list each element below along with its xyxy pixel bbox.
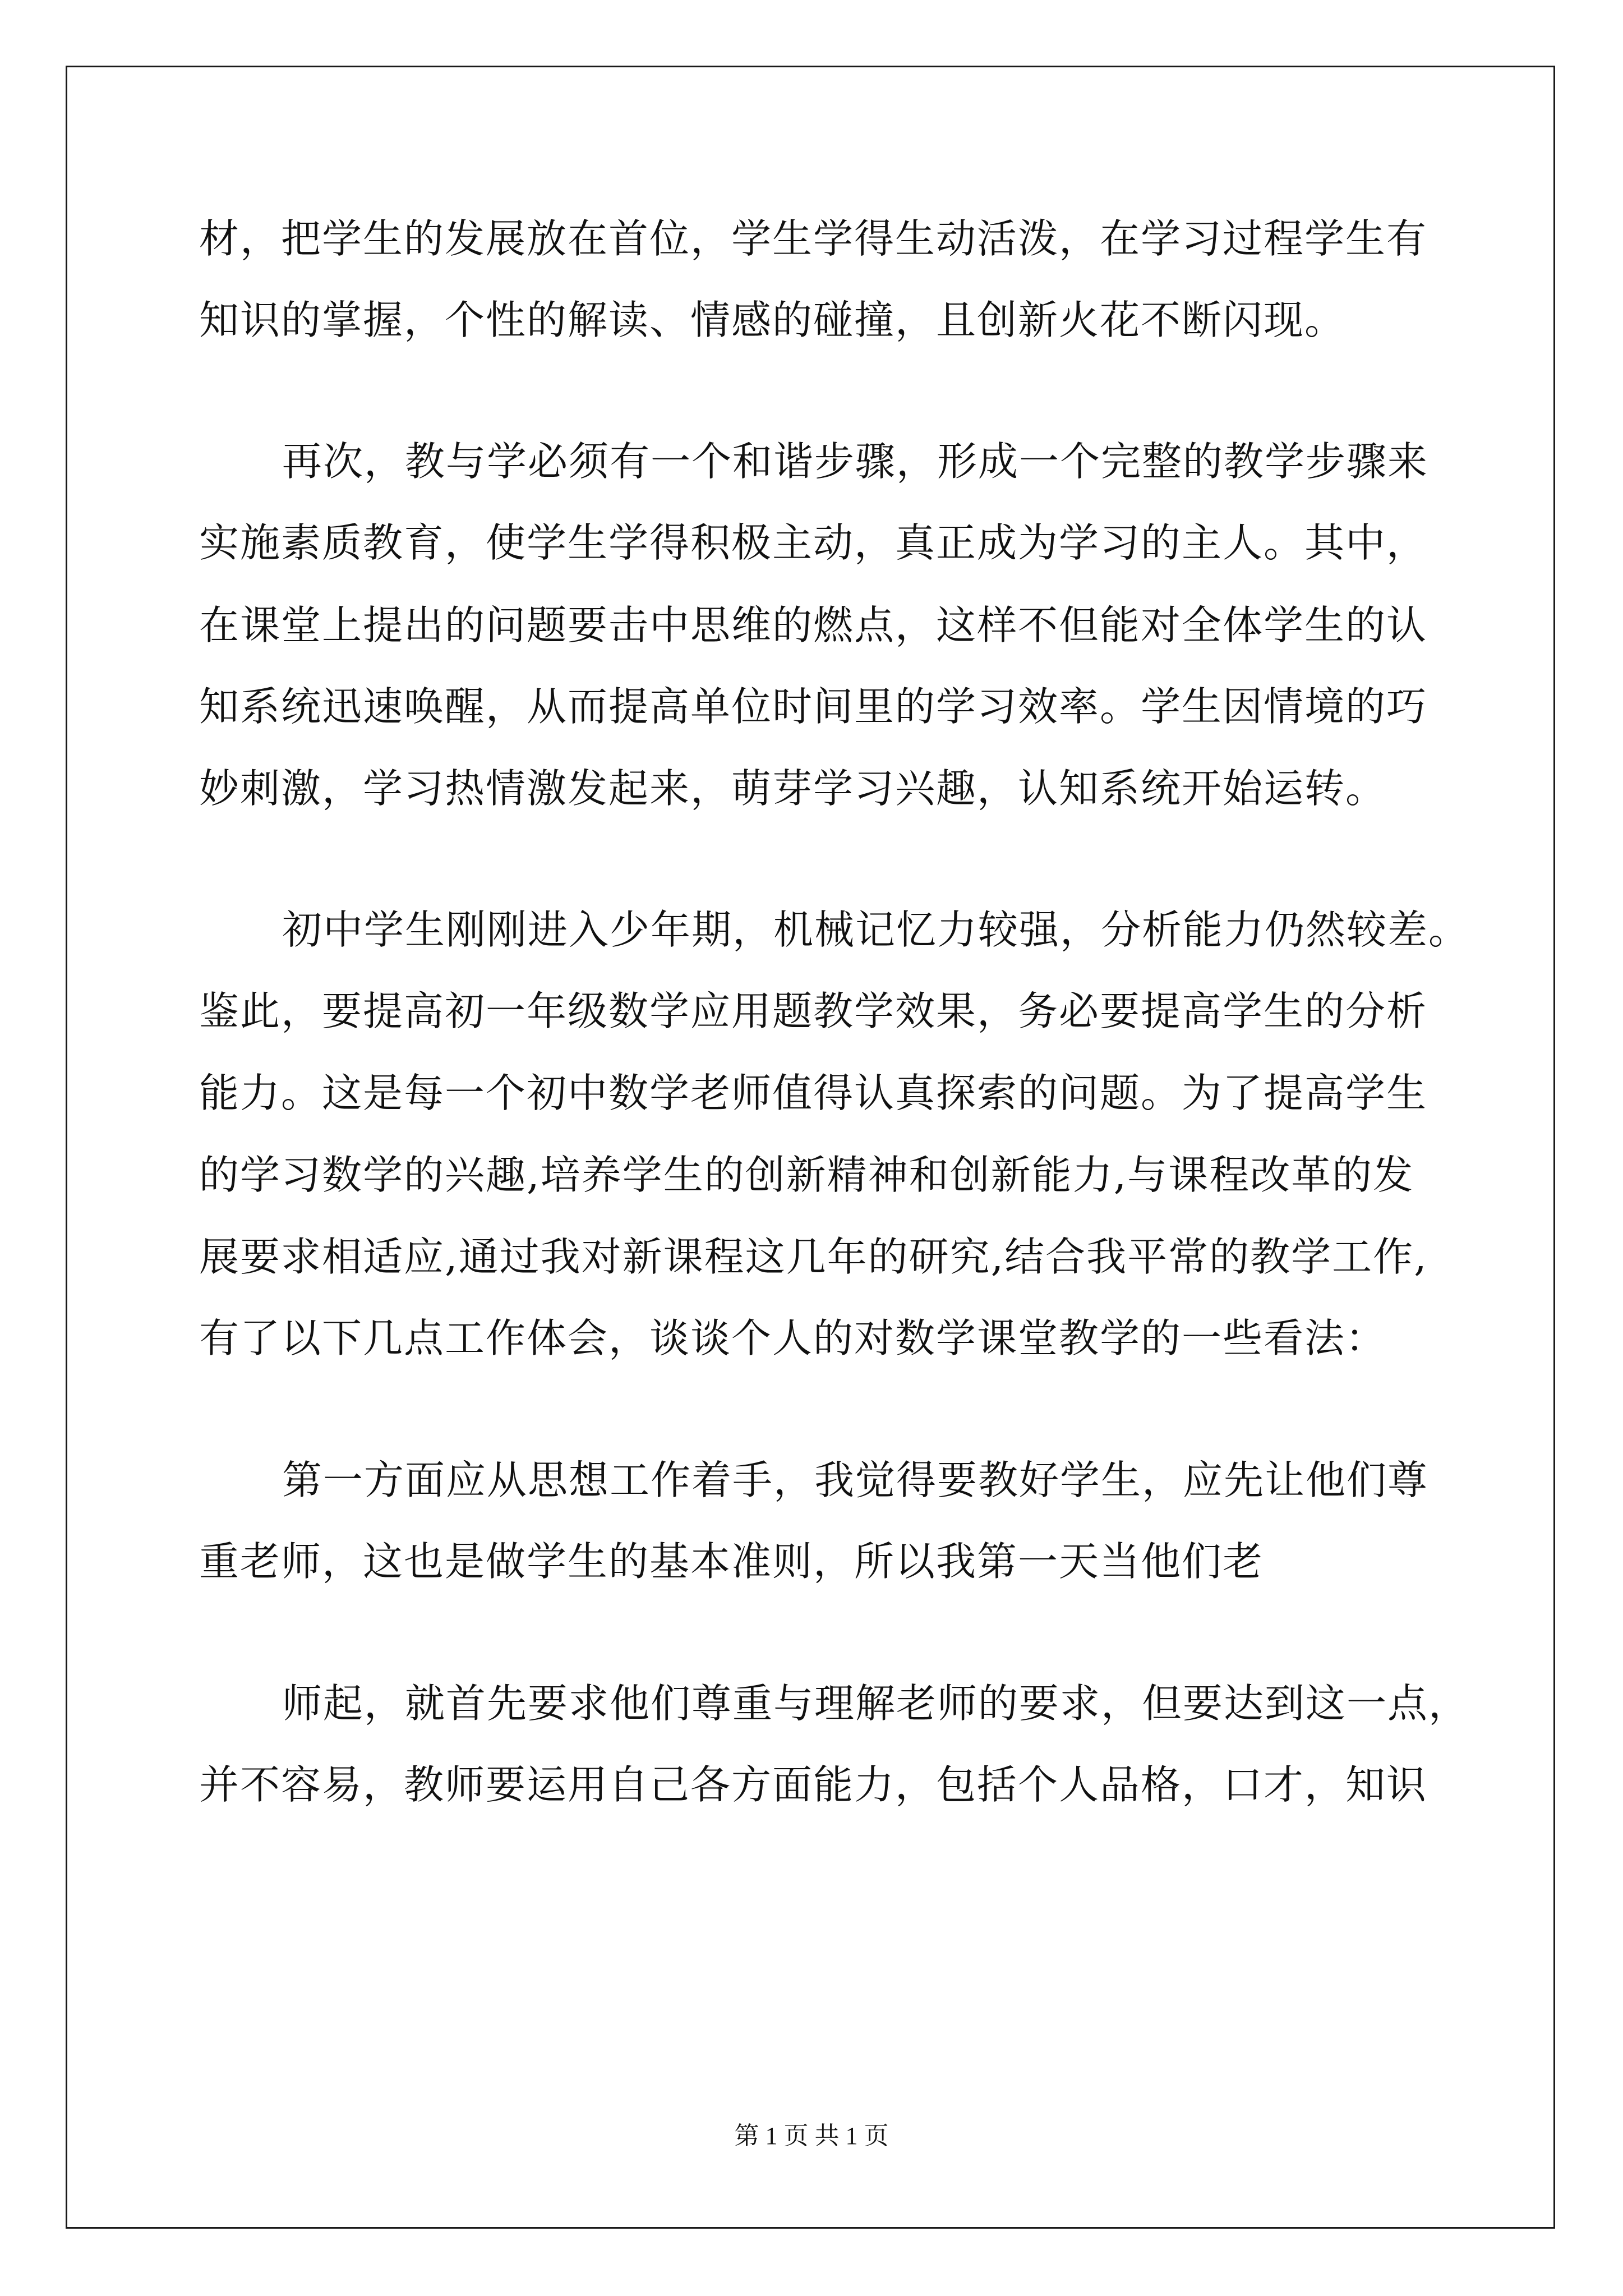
text-line: 并不容易，教师要运用自己各方面能力，包括个人品格，口才，知识 [199,1761,1428,1808]
paragraph-start-line: 第一方面应从思想工作着手，我觉得要教好学生，应先让他们尊 [282,1457,1429,1503]
paragraph-start-line: 师起，就首先要求他们尊重与理解老师的要求，但要达到这一点， [282,1680,1470,1727]
text-line: 有了以下几点工作体会，谈谈个人的对数学课堂教学的一些看法： [199,1315,1387,1361]
paragraph-start-line: 初中学生刚刚进入少年期，机械记忆力较强，分析能力仍然较差。 [282,907,1470,953]
text-line: 知识的掌握，个性的解读、情感的碰撞，且创新火花不断闪现。 [199,297,1346,343]
text-line: 鉴此，要提高初一年级数学应用题教学效果，务必要提高学生的分析 [199,988,1428,1034]
text-line: 在课堂上提出的问题要击中思维的燃点，这样不但能对全体学生的认 [199,602,1428,648]
text-line: 能力。这是每一个初中数学老师值得认真探索的问题。为了提高学生 [199,1070,1428,1116]
paragraph-start-line: 再次，教与学必须有一个和谐步骤，形成一个完整的教学步骤来 [282,438,1429,485]
text-line: 妙刺激，学习热情激发起来，萌芽学习兴趣，认知系统开始运转。 [199,765,1387,812]
text-line: 的学习数学的兴趣,培养学生的创新精神和创新能力,与课程改革的发 [199,1152,1414,1198]
text-line: 材，把学生的发展放在首位，学生学得生动活泼，在学习过程学生有 [199,215,1428,262]
page-border [66,66,1555,2229]
text-line: 展要求相适应,通过我对新课程这几年的研究,结合我平常的教学工作, [199,1234,1428,1280]
text-line: 重老师，这也是做学生的基本准则，所以我第一天当他们老 [199,1538,1264,1585]
text-line: 知系统迅速唤醒，从而提高单位时间里的学习效率。学生因情境的巧 [199,683,1428,730]
page-number-footer: 第 1 页 共 1 页 [734,2122,889,2150]
text-line: 实施素质教育，使学生学得积极主动，真正成为学习的主人。其中， [199,519,1428,566]
